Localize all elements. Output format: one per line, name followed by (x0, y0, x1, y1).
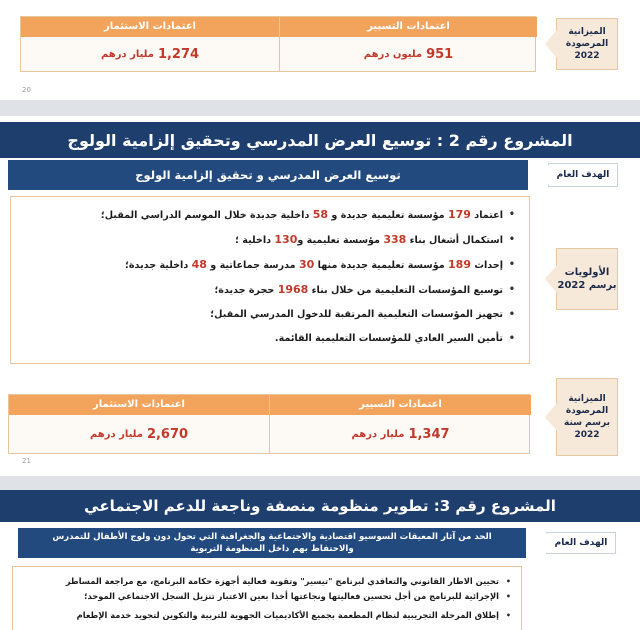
list-item: • تجهيز المؤسسات التعليمية المرتقبة للدخول المدرسي المقبل؛ (19, 307, 515, 322)
list-item: • تأمين السير العادي للمؤسسات التعليمية القائمة. (19, 331, 515, 346)
budget-label-20: الميزانية المرصودة 2022 (556, 18, 618, 70)
investment-header: اعتمادات الاستثمار (9, 395, 269, 415)
list-item: • تحيين الاطار القانوني والتعاقدي لبرنامج "تيسير" وتقوية فعالية أجهزة حكامة البرنامج، مع مراجعة المساطر (19, 575, 511, 588)
slide-20 (0, 0, 640, 100)
page-number: 20 (22, 86, 31, 94)
project-title: المشروع رقم 2 : توسيع العرض المدرسي وتحقيق إلزامية الولوج (0, 122, 640, 158)
investment-header: اعتمادات الاستثمار (21, 17, 279, 37)
goal-text: الحد من آثار المعيقات السوسيو اقتصادية والاجتماعية والجغرافية التي تحول دون ولوج الأطفال للتمدرس والاحتفاظ بهم داخل المنظومة التربوية (18, 528, 526, 558)
operating-value: 1,347 مليار درهم (351, 426, 450, 442)
operating-value: 951 مليون درهم (363, 46, 454, 62)
list-item: • اعتماد 179 مؤسسة تعليمية جديدة و 58 داخلية جديدة خلال الموسم الدراسي المقبل؛ (19, 207, 515, 223)
priorities-list (10, 196, 530, 364)
slide-22 (0, 490, 640, 630)
operating-header: اعتمادات التسيير (270, 395, 531, 415)
budget-table-20 (20, 16, 536, 72)
goal-label: الهدف العام (548, 163, 618, 187)
investment-value: 1,274 مليار درهم (100, 46, 200, 62)
operating-header: اعتمادات التسيير (280, 17, 537, 37)
investment-value: 2,670 مليار درهم (89, 426, 189, 442)
page-number: 21 (22, 457, 31, 465)
list-item: • توسيع المؤسسات التعليمية من خلال بناء 1968 حجرة جديدة؛ (19, 282, 515, 298)
goal-label: الهدف العام (546, 532, 616, 554)
list-item: • إطلاق المرحلة التجريبية لنظام المطعمة بجميع الأكاديميات الجهوية للتربية والتكوين لتجويد خدمة الإطعام (19, 609, 511, 622)
list-item: • إحداث 189 مؤسسة تعليمية جديدة منها 30 مدرسة جماعاتية و 48 داخلية جديدة؛ (19, 257, 515, 273)
budget-label-21: الميزانية المرصودة برسم سنة 2022 (556, 378, 618, 456)
support-list (12, 566, 522, 630)
project-title: المشروع رقم 3: تطوير منظومة منصفة وناجعة للدعم الاجتماعي (0, 490, 640, 522)
list-item-continuation: • الإجرائية للبرنامج من أجل تحسين فعاليتها ونجاعتها أخذا بعين الاعتبار تنزيل السجل الاجتماعي الموحد؛ (19, 590, 511, 603)
budget-table-21 (8, 394, 530, 454)
slide-21 (0, 116, 640, 476)
priorities-label: الأولويات برسم 2022 (556, 248, 618, 310)
goal-text: توسيع العرض المدرسي و تحقيق إلزامية الولوج (8, 160, 528, 190)
list-item: • استكمال أشغال بناء 338 مؤسسة تعليمية و130 داخلية ؛ (19, 232, 515, 248)
